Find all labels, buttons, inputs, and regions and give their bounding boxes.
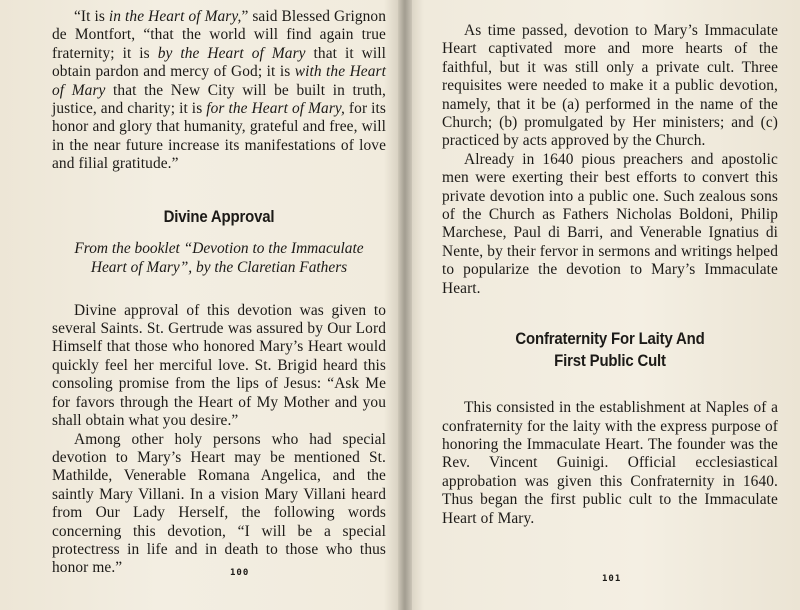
source-subtitle: From the booklet “Devotion to the Immaculate Heart of Mary”, by the Claretian Fathers xyxy=(74,239,364,276)
preachers-paragraph: Already in 1640 pious preachers and apostolic men were exerting their best efforts to convert this private devotion into a public one. Such zealous sons of the Church as Fathers Nicholas Boldoni, Philip Marchese, Paul di Barri, and Venerable Ignatius di Nente, by their fervor in sermons and writings helped to popularize the devotion to Mary’s Immaculate Heart. xyxy=(442,150,778,297)
divine-approval-paragraph-1: Divine approval of this devotion was given to several Saints. St. Gertrude was assured by Our Lord Himself that those who honored Mary’s Heart would quickly feel her merciful love. St. Brigid heard this consoling promise from the lips of Jesus: “Ask Me for favors through the Heart of My Mother and you shall obtain what you desire.” xyxy=(52,301,386,430)
quote-italic: for the Heart of Mary, xyxy=(206,100,345,118)
confraternity-paragraph: This consisted in the establishment at Naples of a confraternity for the laity with the express purpose of honoring the Immaculate Heart. The founder was the Rev. Vincent Guinigi. Official ecclesiastical approbation was given this Confraternity in 1640. Thus began the first public cult to the Immaculate Heart of Mary. xyxy=(442,399,778,527)
quote-part: that it will obtain pardon and mercy of God; it is xyxy=(52,44,387,81)
confraternity-heading-line-2: First Public Cult xyxy=(554,351,666,371)
quote-part: that the New City will be built in truth, justice, and charity; it is xyxy=(52,81,386,118)
quote-part: ” said Blessed Grignon de Montfort, “that the world will find again true fraternity; it is xyxy=(52,8,386,62)
confraternity-heading-line-1: Confraternity For Laity And xyxy=(515,329,705,349)
page-number-left: 100 xyxy=(230,568,250,578)
private-cult-paragraph: As time passed, devotion to Mary’s Immaculate Heart captivated more and more hearts of the faithful, but it was still only a private cult. Three requisites were needed to make it a public devotion, namely, that it be (a) performed in the name of the Church; (b) promulgated by Her ministers; and (c) practiced by acts approved by the Church. xyxy=(442,22,778,150)
divine-approval-paragraph-2: Among other holy persons who had special devotion to Mary’s Heart may be mentioned St. Mathilde, Venerable Romana Angelica, and the saintly Mary Villani. In a vision Mary Villani heard from Our Lady Herself, the following words concerning this devotion, “I will be a special protectress in life and in death to those who thus honor me.” xyxy=(52,430,386,577)
book-gutter xyxy=(398,0,412,610)
quote-italic: with the Heart of Mary xyxy=(52,63,386,99)
quote-part: “It is xyxy=(74,8,109,25)
montfort-quote xyxy=(52,8,386,174)
right-page xyxy=(412,0,800,610)
quote-part: for its honor and glory that humanity, grateful and free, will in the near future increase its manifestations of love and filial gratitude.” xyxy=(52,100,386,173)
divine-approval-heading: Divine Approval xyxy=(163,206,275,226)
quote-italic: in the Heart of Mary, xyxy=(108,8,242,25)
quote-italic: by the Heart of Mary xyxy=(157,44,306,62)
page-number-right: 101 xyxy=(602,574,622,584)
